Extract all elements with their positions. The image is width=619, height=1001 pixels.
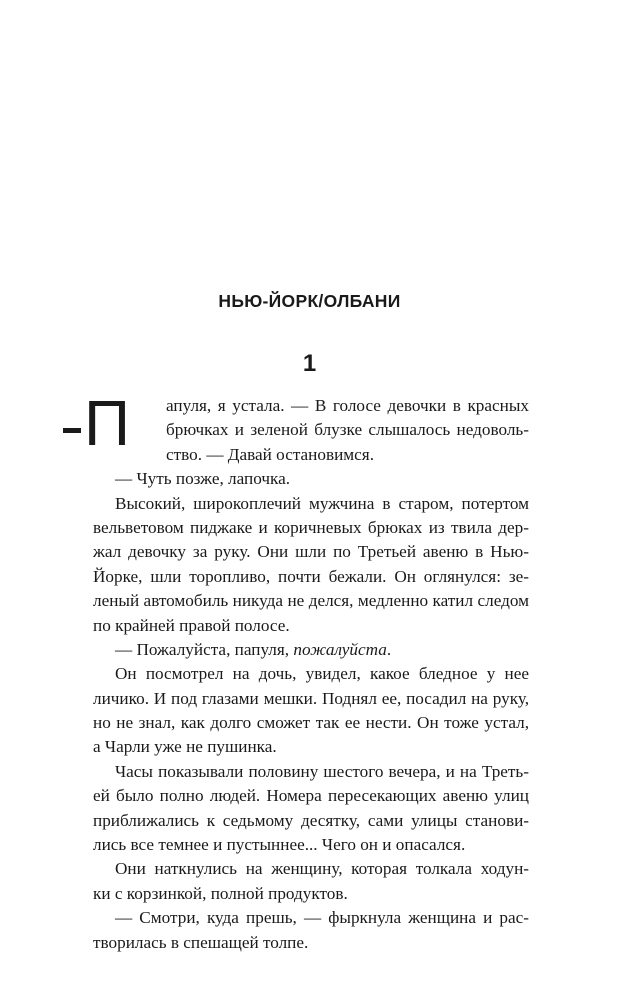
- text-line: но не знал, как долго сможет так ее нести. Он тоже устал,: [93, 713, 529, 733]
- text-line: леный автомобиль никуда не делся, медленно катил следом: [93, 591, 529, 611]
- chapter-text: [84, 387, 529, 955]
- drop-cap: [63, 387, 130, 465]
- text-line: жал девочку за руку. Они шли по Третьей авеню в Нью-: [93, 542, 529, 562]
- text-line: апуля, я устала. — В голосе девочки в красных: [166, 396, 529, 415]
- chapter-number: 1: [302, 350, 317, 377]
- text-line: ки с корзинкой, полной продуктов.: [93, 883, 348, 903]
- text-line: вельветовом пиджаке и коричневых брюках из твила дер-: [93, 517, 529, 537]
- text-line: Он посмотрел на дочь, увидел, какое бледное у нее: [115, 664, 529, 684]
- text-line: — Смотри, куда прешь, — фыркнула женщина и рас-: [115, 908, 529, 928]
- text-line: ей было полно людей. Номера пересекающих авеню улиц: [93, 786, 529, 806]
- italic-text: пожалуйста: [293, 639, 387, 659]
- drop-cap-dash: [63, 428, 81, 433]
- text-line: лись все темнее и пустыннее... Чего он и опасался.: [93, 835, 466, 855]
- text-segment: .: [386, 639, 392, 659]
- text-line: Часы показывали половину шестого вечера, и на Треть-: [115, 761, 529, 781]
- text-line: по крайней правой полосе.: [93, 615, 290, 635]
- text-line: Они наткнулись на женщину, которая толкала ходун-: [115, 859, 529, 879]
- text-line: Йорке, шли торопливо, почти бежали. Он оглянулся: зе-: [93, 566, 529, 586]
- text-line: приближались к седьмому десятку, сами улицы станови-: [93, 810, 529, 830]
- drop-cap-letter: П: [84, 387, 130, 459]
- text-line: Высокий, широкоплечий мужчина в старом, потертом: [115, 493, 529, 513]
- text-line: [93, 638, 529, 662]
- text-line: личико. И под глазами мешки. Поднял ее, посадил на руку,: [93, 688, 529, 708]
- section-title: НЬЮ-ЙОРК/ОЛБАНИ: [218, 291, 401, 311]
- text-line: ство. — Давай остановимся.: [166, 444, 374, 464]
- text-segment: — Пожалуйста, папуля,: [115, 639, 294, 659]
- text-line: а Чарли уже не пушинка.: [93, 737, 277, 757]
- text-line: брючках и зеленой блузке слышалось недоволь-: [166, 420, 529, 440]
- text-line: творилась в спешащей толпе.: [93, 932, 309, 952]
- text-line: — Чуть позже, лапочка.: [115, 469, 291, 489]
